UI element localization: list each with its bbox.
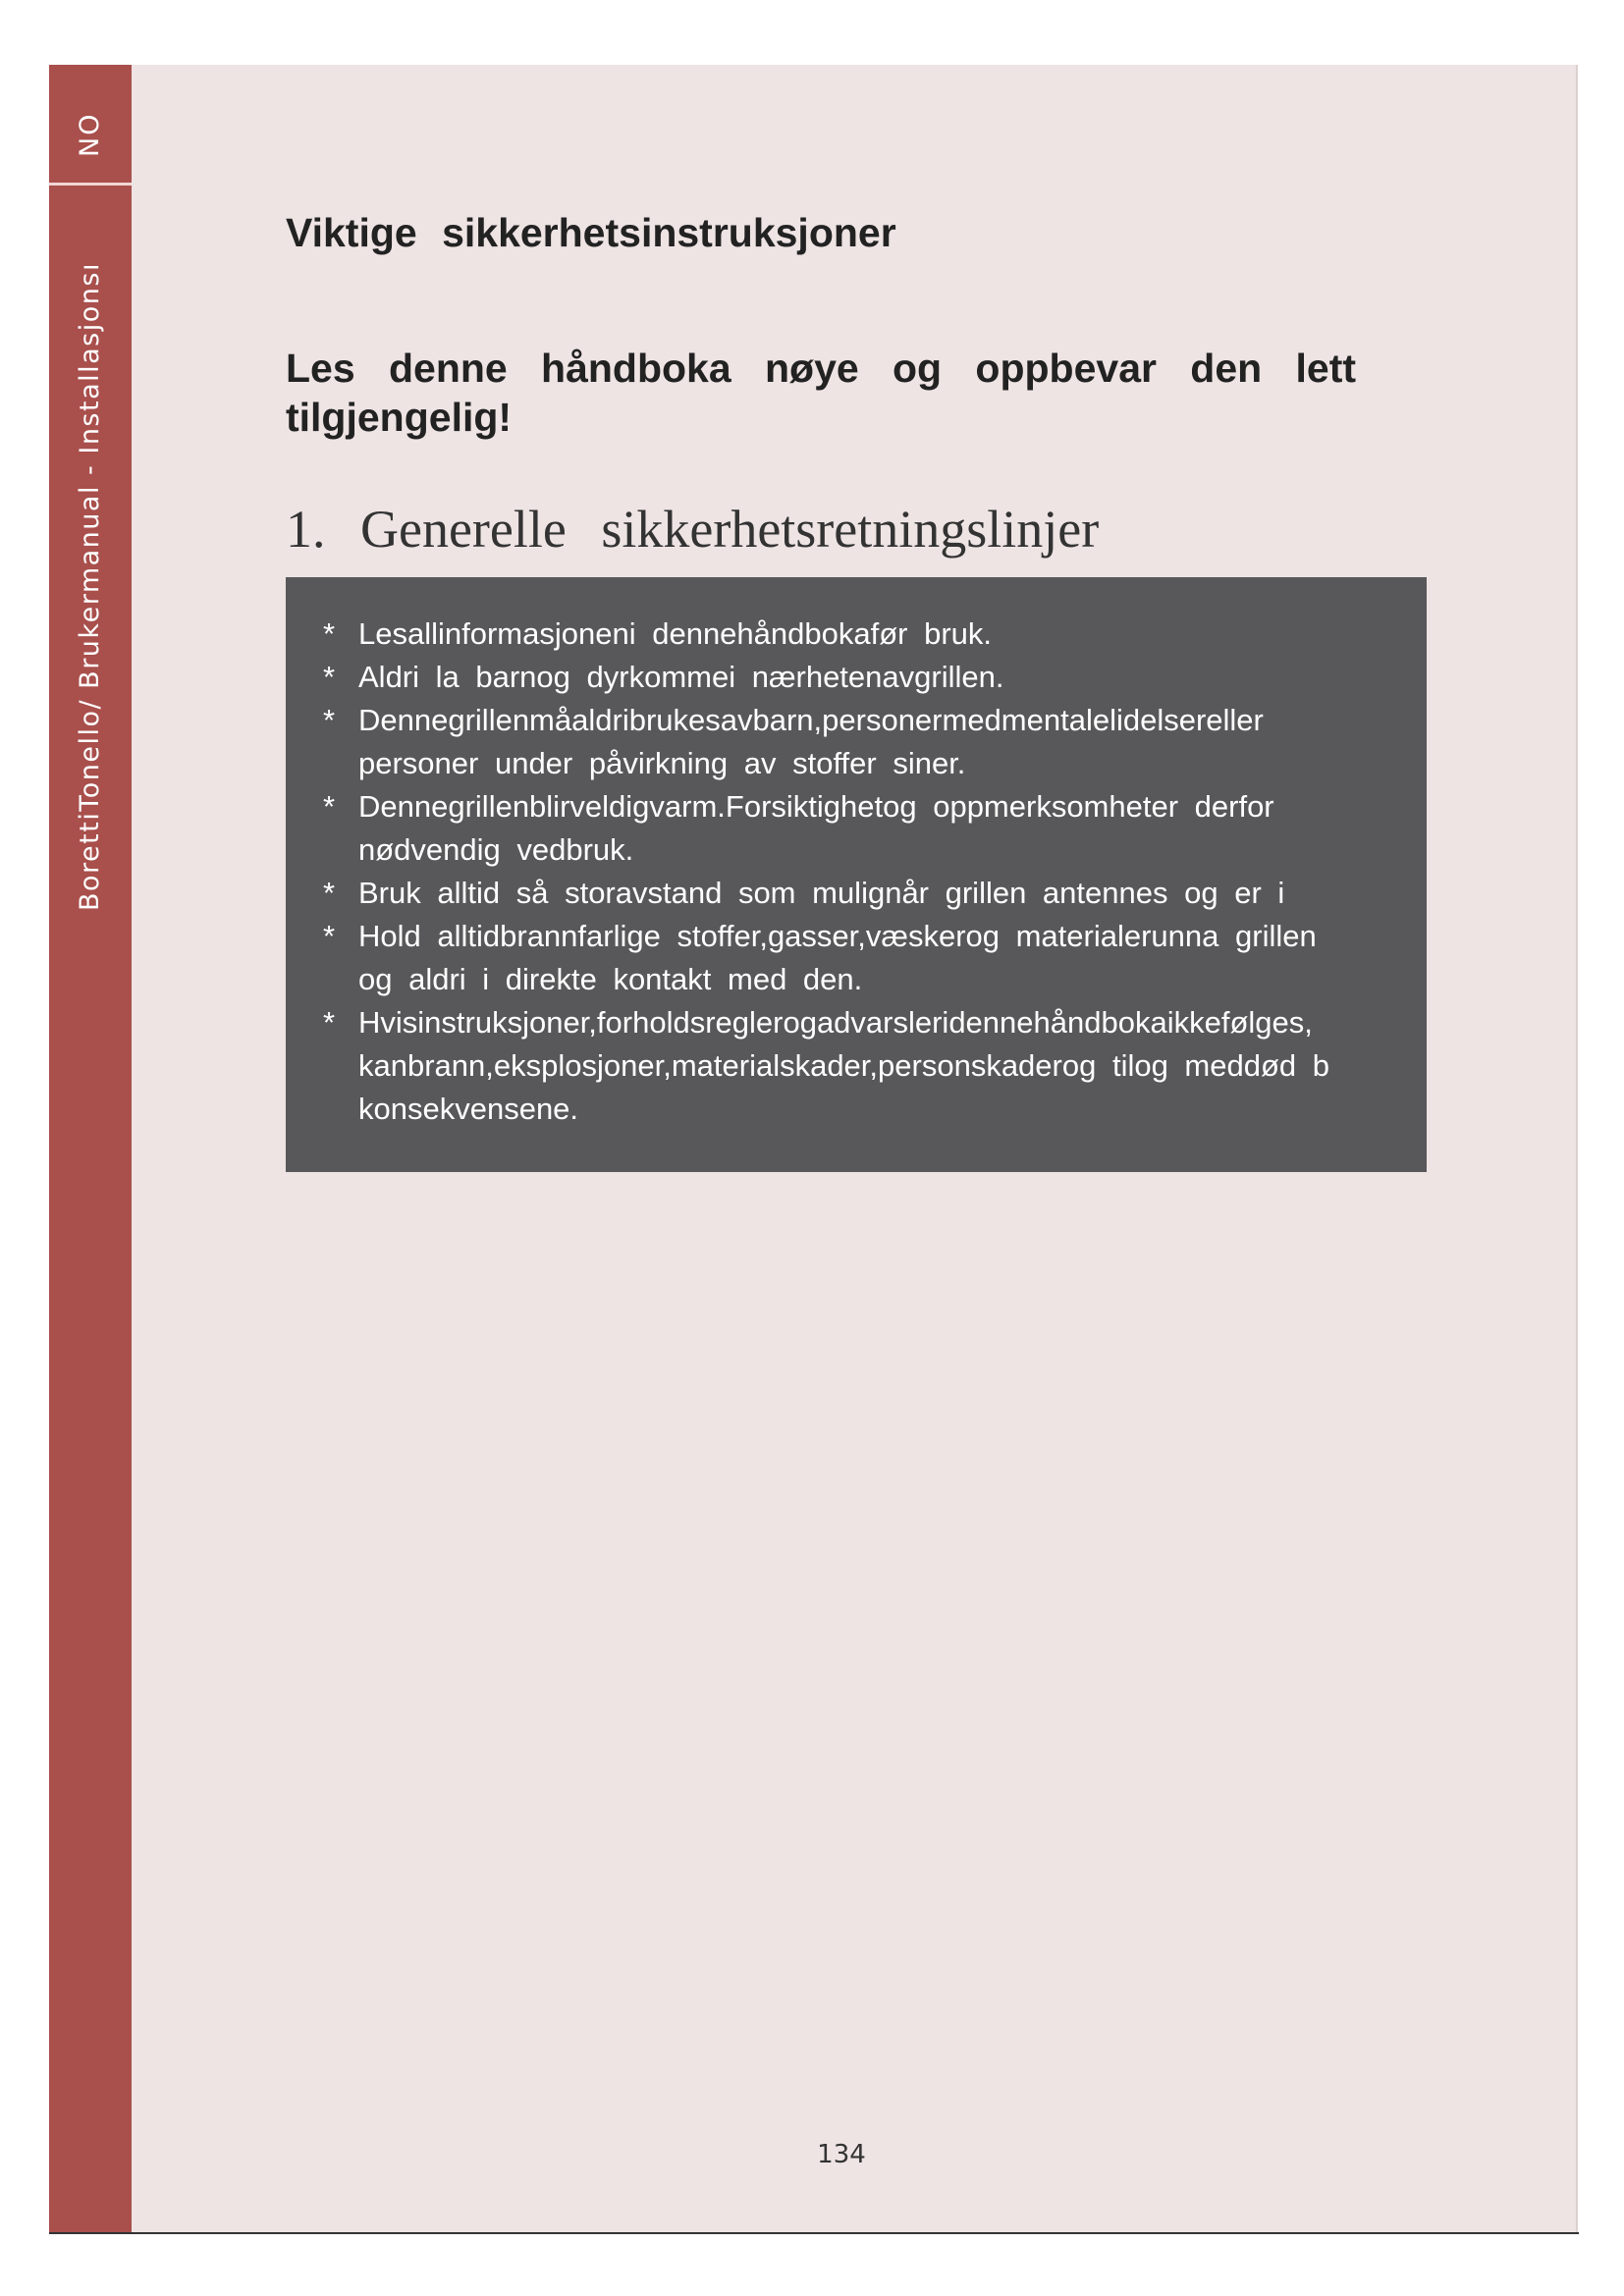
asterisk-bullet: * <box>323 703 336 737</box>
safety-list-item <box>286 656 1427 699</box>
page-title: Viktige sikkerhetsinstruksjoner <box>286 210 896 255</box>
safety-list-line: personer under påvirkning av stoffer siner. <box>358 746 966 780</box>
safety-list-line: Dennegrillenmåaldribrukesavbarn,personermedmentalelidelsereller <box>358 703 1264 737</box>
language-label: NO <box>75 112 105 157</box>
right-edge <box>1576 65 1578 2233</box>
safety-list-line: Lesallinformasjoneni dennehåndbokafør bruk. <box>358 616 993 651</box>
asterisk-bullet: * <box>323 1005 336 1040</box>
safety-list-item <box>286 915 1427 1001</box>
page-number: 134 <box>817 2140 866 2169</box>
safety-list-line: konsekvensene. <box>358 1092 579 1126</box>
safety-list-line: og aldri i direkte kontakt med den. <box>358 962 863 996</box>
safety-list-item <box>286 785 1427 872</box>
intro-text: Les denne håndboka nøye og oppbevar den lett tilgjengelig! <box>286 346 1356 440</box>
safety-list-line: Hold alltidbrannfarlige stoffer,gasser,væskerog materialerunna grillen <box>358 919 1317 953</box>
asterisk-bullet: * <box>323 789 336 824</box>
asterisk-bullet: * <box>323 876 336 910</box>
safety-list-line: Hvisinstruksjoner,forholdsreglerogadvarsleridennehåndbokaikkefølges, <box>358 1005 1313 1040</box>
asterisk-bullet: * <box>323 616 336 651</box>
bottom-rule <box>49 2232 1579 2234</box>
safety-list-item <box>286 872 1427 915</box>
asterisk-bullet: * <box>323 919 336 953</box>
safety-list-item <box>286 613 1427 656</box>
safety-list-line: nødvendig vedbruk. <box>358 832 634 867</box>
section-heading: 1. Generelle sikkerhetsretningslinjer <box>286 500 1100 559</box>
safety-list <box>286 577 1427 1131</box>
asterisk-bullet: * <box>323 660 336 694</box>
safety-list-line: Dennegrillenblirveldigvarm.Forsiktighetog oppmerksomheter derfor <box>358 789 1274 824</box>
manual-title-vertical: BorettiTonello/ Brukermanual - Installasjonsı <box>75 262 105 911</box>
safety-list-line: Aldri la barnog dyrkommei nærhetenavgrillen. <box>358 660 1004 694</box>
sidebar <box>49 65 132 2233</box>
language-tab <box>49 65 132 183</box>
sidebar-divider <box>49 183 132 186</box>
safety-notice-box <box>286 577 1427 1172</box>
safety-list-line: Bruk alltid så storavstand som mulignår grillen antennes og er i <box>358 876 1285 910</box>
safety-list-line: kanbrann,eksplosjoner,materialskader,personskaderog tilog meddød b <box>358 1048 1330 1083</box>
safety-list-item <box>286 699 1427 785</box>
safety-list-item <box>286 1001 1427 1131</box>
